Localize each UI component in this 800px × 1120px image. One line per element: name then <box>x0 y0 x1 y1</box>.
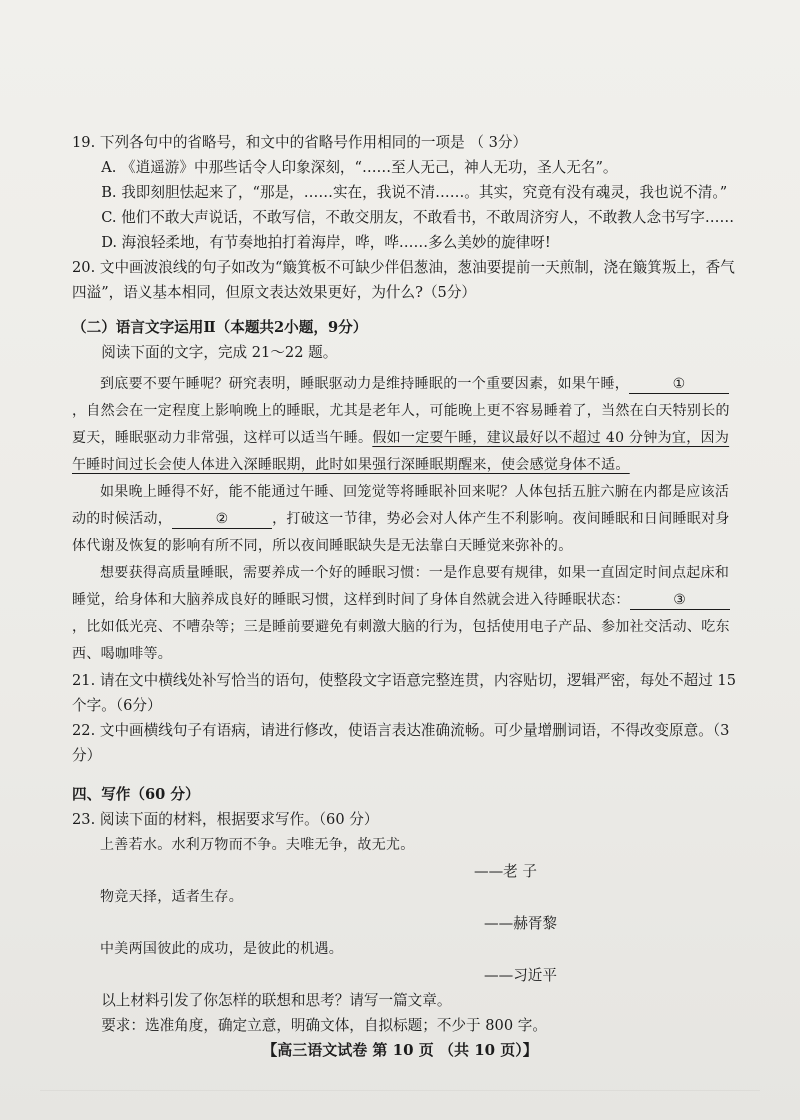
question-21: 21. 请在文中横线处补写恰当的语句，使整段文字语意完整连贯，内容贴切，逻辑严密，每处不超过 15 个字。（6分） <box>72 672 736 714</box>
q19-option-b: B. 我即刻胆怯起来了，“那是，……实在，我说不清……。其实，究竟有没有魂灵，我也说不清。” <box>101 184 728 201</box>
question-19-stem: 19. 下列各句中的省略号，和文中的省略号作用相同的一项是 （ 3分） <box>72 134 528 151</box>
quote-1-author: ——老 子 <box>473 863 537 880</box>
section-4-heading: 四、写作（60 分） <box>72 786 200 803</box>
q19-option-a: A. 《逍遥游》中那些话令人印象深刻，“……至人无己，神人无功，圣人无名”。 <box>101 159 618 176</box>
para3-text-a: 想要获得高质量睡眠，需要养成一个好的睡眠习惯：一是作息要有规律，如果一直固定时间点起床和睡觉，给身体和大脑养成良好的睡眠习惯，这样到时间了身体自然就会进入待睡眠状态： <box>72 565 730 608</box>
para1-text-b: ，自然会在一定程度上影响晚上的睡眠，尤其是老年人，可能晚上更不容易睡着了，当然在白天特别长的夏天，睡眠驱动力非常强，这样可以适当午睡。 <box>72 403 730 446</box>
question-23: 23. 阅读下面的材料，根据要求写作。（60 分） <box>72 811 379 828</box>
para3-text-b: ，比如低光亮、不嘈杂等；三是睡前要避免有刺激大脑的行为，包括使用电子产品、参加社交活动、吃东西、喝咖啡等。 <box>72 619 730 662</box>
page-footer: 【高三语文试卷 第 10 页 （共 10 页）】 <box>262 1041 538 1059</box>
blank-3: ③ <box>630 591 730 610</box>
blank-2: ② <box>172 510 272 529</box>
underlined-sentence: 假如一定要午睡，建议最好以不超过 40 分钟为宜，因为午睡时间过长会使人体进入深睡眠期，此时如果强行深睡眠期醒来，使会感觉身体不适。 <box>72 430 730 473</box>
q19-option-c: C. 他们不敢大声说话，不敢写信，不敢交朋友，不敢看书，不敢周济穷人，不敢教人念书写字…… <box>101 209 735 226</box>
passage-paragraph-2 <box>72 479 737 560</box>
page-edge-line <box>40 1090 760 1091</box>
quote-2-author: ——赫胥黎 <box>484 915 557 932</box>
section-2-instruction: 阅读下面的文字，完成 21～22 题。 <box>101 344 338 361</box>
quote-2: 物竞天择，适者生存。 <box>100 889 243 905</box>
passage-paragraph-3 <box>72 560 737 668</box>
para2-text-a: 如果晚上睡得不好，能不能通过午睡、回笼觉等将睡眠补回来呢？人体包括五脏六腑在内都是应该活动的时候活动， <box>72 484 730 527</box>
blank-1: ① <box>629 375 729 394</box>
quote-3-author: ——习近平 <box>484 967 557 984</box>
quote-3: 中美两国彼此的成功，是彼此的机遇。 <box>100 941 344 957</box>
question-22: 22. 文中画横线句子有语病，请进行修改，使语言表达准确流畅。可少量增删词语，不得改变原意。（3分） <box>72 722 730 764</box>
para2-text-b: ，打破这一节律，势必会对人体产生不利影响。夜间睡眠和日间睡眠对身体代谢及恢复的影响有所不同，所以夜间睡眠缺失是无法靠白天睡觉来弥补的。 <box>72 511 730 554</box>
writing-prompt: 以上材料引发了你怎样的联想和思考？请写一篇文章。 <box>101 992 452 1009</box>
writing-requirement: 要求：选准角度，确定立意，明确文体，自拟标题；不少于 800 字。 <box>101 1017 547 1034</box>
quote-1: 上善若水。水利万物而不争。夫唯无争，故无尤。 <box>100 837 415 853</box>
para1-text-a: 到底要不要午睡呢？研究表明，睡眠驱动力是维持睡眠的一个重要因素，如果午睡， <box>100 376 630 392</box>
question-20: 20. 文中画波浪线的句子如改为“簸箕板不可缺少伴侣葱油，葱油要提前一天煎制，浇在簸箕叛上，香气四溢”，语义基本相同，但原文表达效果更好，为什么?（5分） <box>72 259 735 301</box>
q19-option-d: D. 海浪轻柔地，有节奏地拍打着海岸，哗，哗……多么美妙的旋律呀! <box>101 234 551 251</box>
passage-paragraph-1 <box>72 371 737 479</box>
page-content <box>72 130 737 1038</box>
section-2-heading: （二）语言文字运用Ⅱ（本题共2小题，9分） <box>72 319 368 336</box>
